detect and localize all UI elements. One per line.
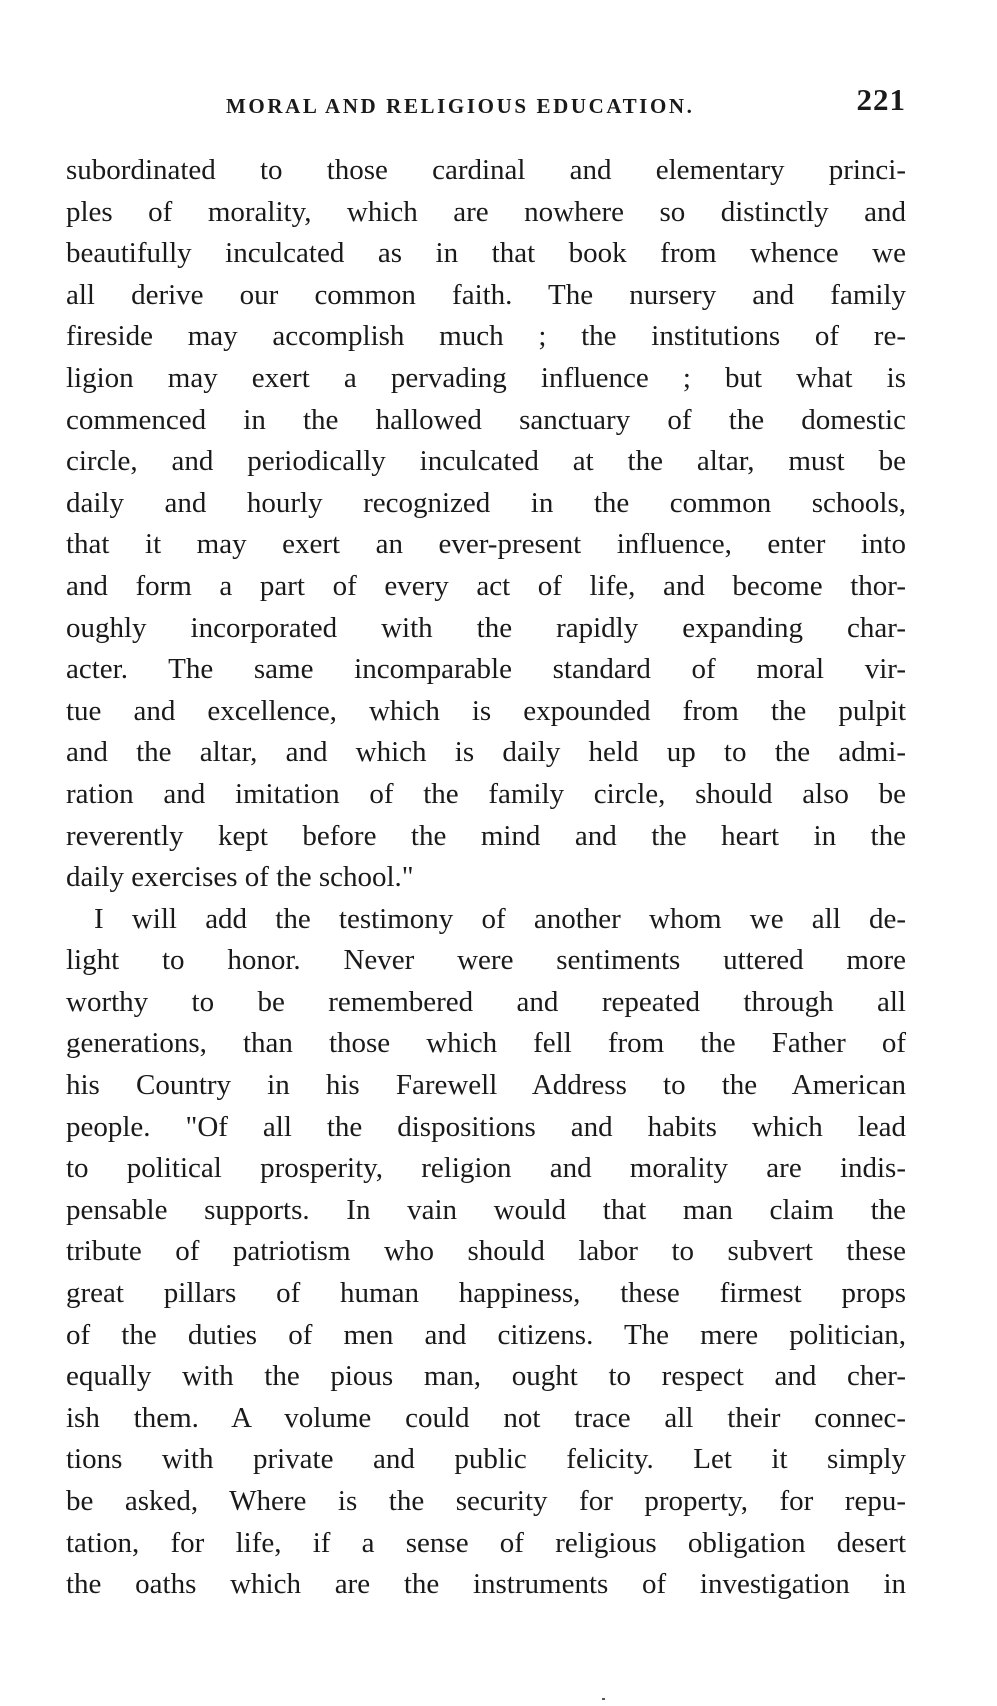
text-line: the oaths which are the instruments of investigation in: [66, 1568, 906, 1601]
text-line: subordinated to those cardinal and elementary princi-: [66, 154, 906, 186]
text-line: ligion may exert a pervading influence ; but what is: [66, 361, 906, 394]
text-line: people. "Of all the dispositions and habits which lead: [66, 1110, 906, 1143]
page-number: 221: [856, 82, 906, 117]
text-line: ish them. A volume could not trace all their connec-: [66, 1401, 906, 1434]
text-line: beautifully inculcated as in that book from whence we: [66, 237, 906, 270]
text-line: and the altar, and which is daily held up to the admi-: [66, 736, 906, 769]
text-line: ration and imitation of the family circle, should also be: [66, 777, 906, 810]
running-title: MORAL AND RELIGIOUS EDUCATION.: [226, 94, 695, 118]
text-line: daily and hourly recognized in the common schools,: [66, 486, 906, 519]
text-line: of the duties of men and citizens. The mere politician,: [66, 1318, 906, 1351]
text-line: tue and excellence, which is expounded from the pulpit: [66, 694, 906, 727]
text-line: to political prosperity, religion and morality are indis-: [66, 1152, 906, 1185]
text-line: all derive our common faith. The nursery and family: [66, 278, 906, 311]
text-line: reverently kept before the mind and the heart in the: [66, 819, 906, 852]
text-line: pensable supports. In vain would that man claim the: [66, 1193, 906, 1226]
text-line: generations, than those which fell from the Father of: [66, 1027, 906, 1060]
running-head: [66, 82, 906, 132]
text-line: ples of morality, which are nowhere so distinctly and: [66, 195, 906, 228]
text-line: light to honor. Never were sentiments uttered more: [66, 944, 906, 977]
text-line: fireside may accomplish much ; the institutions of re-: [66, 320, 906, 353]
text-line: tions with private and public felicity. Let it simply: [66, 1443, 906, 1476]
text-line: commenced in the hallowed sanctuary of the domestic: [66, 403, 906, 436]
text-line: be asked, Where is the security for property, for repu-: [66, 1485, 906, 1517]
text-line: great pillars of human happiness, these firmest props: [66, 1277, 906, 1310]
text-line: daily exercises of the school.": [66, 861, 414, 894]
text-line: tation, for life, if a sense of religious obligation desert: [66, 1526, 906, 1559]
text-line: that it may exert an ever-present influence, enter into: [66, 528, 906, 561]
text-line: and form a part of every act of life, and become thor-: [66, 569, 906, 602]
text-line: equally with the pious man, ought to respect and cher-: [66, 1360, 906, 1393]
text-line: his Country in his Farewell Address to the American: [66, 1069, 906, 1102]
text-line: tribute of patriotism who should labor to subvert these: [66, 1235, 906, 1268]
text-line: worthy to be remembered and repeated through all: [66, 985, 906, 1018]
text-line: acter. The same incomparable standard of moral vir-: [66, 653, 906, 686]
body-text: [66, 150, 906, 1606]
text-line: circle, and periodically inculcated at the altar, must be: [66, 445, 906, 478]
text-line: I will add the testimony of another whom we all de-: [94, 902, 906, 935]
text-line: oughly incorporated with the rapidly expanding char-: [66, 611, 906, 644]
ink-speck: [602, 1698, 605, 1700]
